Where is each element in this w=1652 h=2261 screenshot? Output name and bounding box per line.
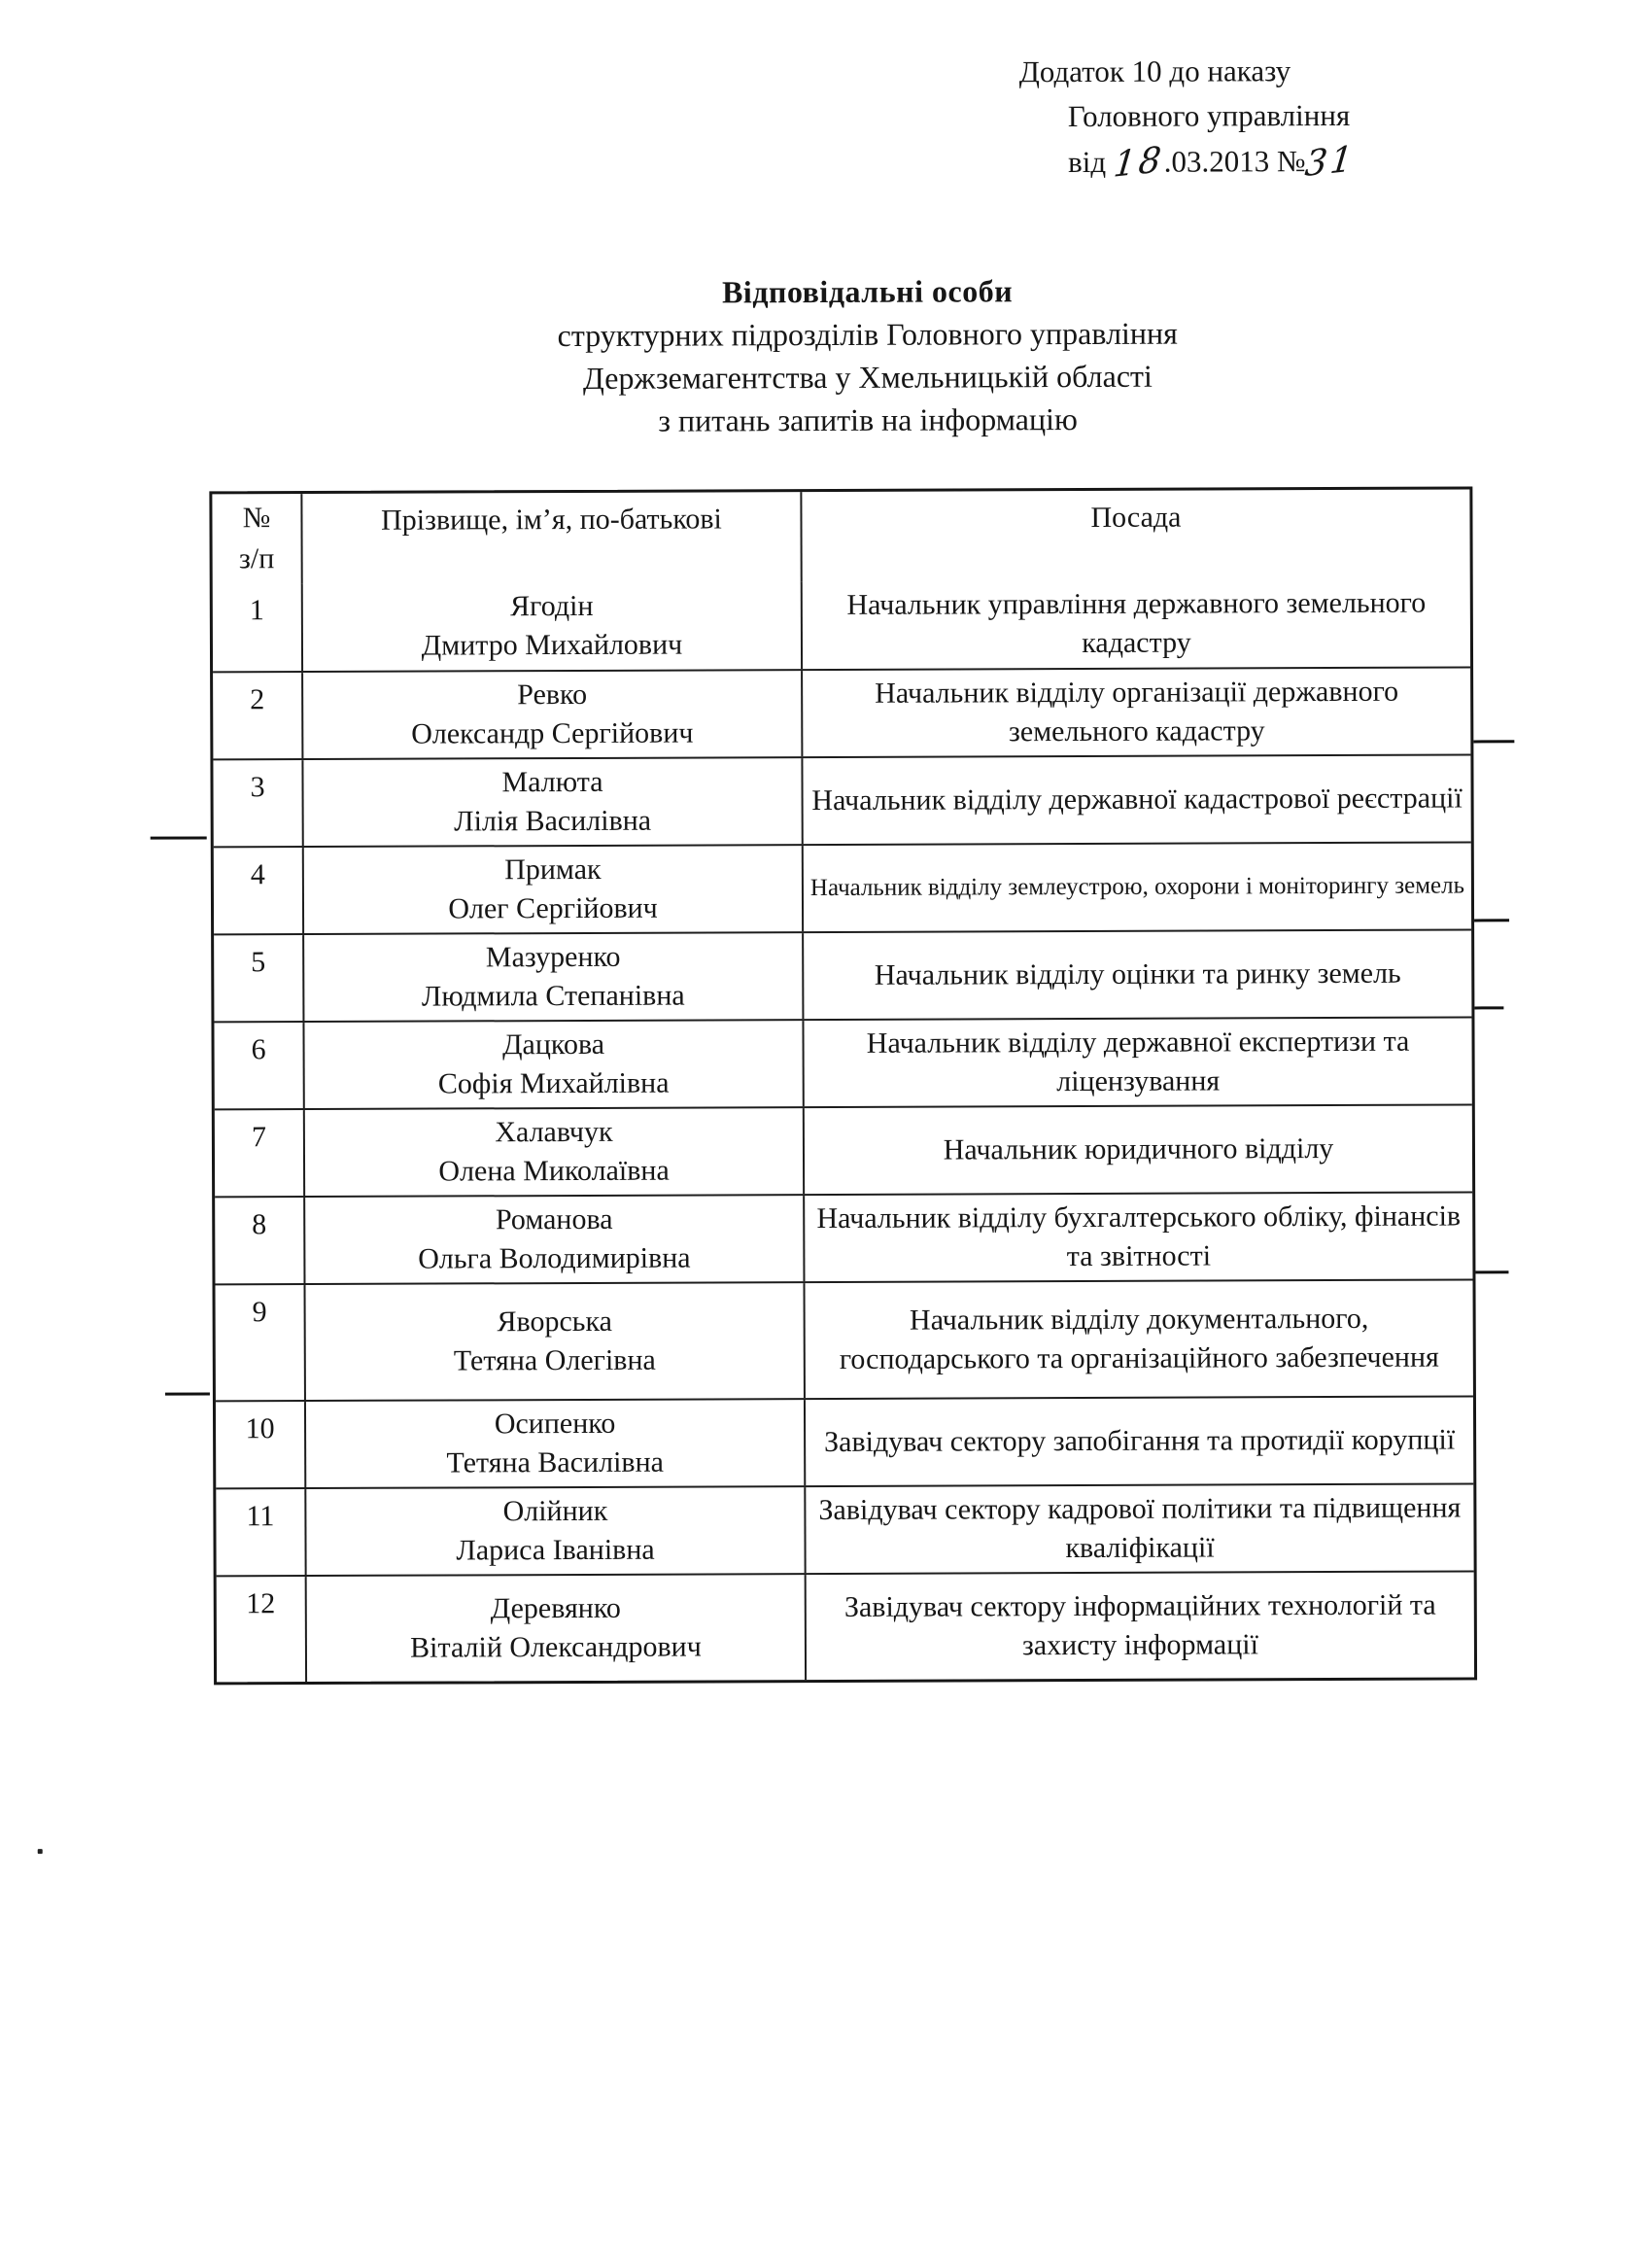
person-surname: Деревянко — [490, 1591, 621, 1625]
person-surname: Примак — [504, 852, 602, 887]
person-given-names: Лариса Іванівна — [456, 1533, 655, 1567]
appendix-line-3 — [1019, 138, 1359, 186]
scan-artifact — [165, 1392, 210, 1395]
date-prefix: від — [1068, 144, 1107, 180]
table-row — [215, 1103, 1472, 1196]
person-position: Начальник відділу землеустрою, охорони і моніторингу земель — [809, 872, 1465, 902]
handwritten-day: 18 — [1111, 139, 1166, 186]
table-row — [214, 1016, 1471, 1108]
row-number: 6 — [214, 1023, 304, 1108]
person-name — [304, 1021, 804, 1108]
row-number: 1 — [213, 583, 303, 671]
table-row — [214, 841, 1471, 933]
header-number-symbol: № — [242, 502, 271, 535]
date-rest: .03.2013 № — [1163, 144, 1306, 179]
person-position: Начальник відділу організації державного земельного кадастру — [875, 675, 1399, 748]
person-surname: Олійник — [502, 1494, 608, 1528]
person-surname: Мазуренко — [485, 940, 621, 974]
person-name — [306, 1400, 806, 1487]
row-number: 2 — [213, 673, 303, 758]
person-surname: Ревко — [517, 678, 588, 712]
title-line-3: Держземагентства у Хмельницькій області — [582, 358, 1153, 396]
person-name — [304, 933, 804, 1021]
appendix-line-1: Додаток 10 до наказу — [1018, 53, 1291, 89]
appendix-header — [1019, 49, 1357, 185]
scan-artifact — [151, 836, 207, 839]
table-body — [213, 578, 1474, 1682]
row-number: 7 — [215, 1110, 305, 1196]
person-surname: Дацкова — [501, 1027, 605, 1061]
person-given-names: Ольга Володимирівна — [418, 1241, 691, 1275]
person-given-names: Віталій Олександрович — [410, 1630, 702, 1664]
row-number: 10 — [216, 1402, 306, 1487]
header-col-name: Прізвище, ім’я, по-батькові — [302, 492, 802, 583]
person-given-names: Софія Михайлівна — [437, 1066, 670, 1100]
person-surname: Осипенко — [494, 1407, 616, 1441]
header-col-position: Посада — [1090, 501, 1182, 534]
person-name — [304, 846, 804, 933]
header-col-number — [212, 494, 302, 583]
person-surname: Яворська — [497, 1304, 612, 1339]
person-given-names: Тетяна Олегівна — [453, 1343, 656, 1377]
table-row — [217, 1570, 1474, 1682]
handwritten-order-number: 31 — [1303, 138, 1359, 186]
person-position: Начальник відділу бухгалтерського обліку, фінансів та звітності — [816, 1200, 1462, 1273]
person-name — [303, 671, 803, 758]
person-name — [303, 581, 803, 671]
table-row — [216, 1482, 1473, 1575]
person-position: Начальник юридичного відділу — [943, 1131, 1334, 1166]
person-given-names: Лілія Василівна — [454, 804, 652, 838]
table-row — [214, 928, 1471, 1021]
person-name — [305, 1283, 805, 1400]
person-name — [303, 758, 803, 846]
scan-artifact — [1474, 919, 1509, 922]
person-name — [306, 1487, 806, 1575]
title-line-1: Відповідальні особи — [721, 273, 1014, 310]
row-number: 11 — [216, 1489, 306, 1575]
table-header-row — [212, 489, 1469, 583]
person-position: Завідувач сектору інформаційних технологій та захисту інформації — [843, 1588, 1436, 1662]
row-number: 12 — [217, 1577, 307, 1682]
person-given-names: Олена Миколаївна — [438, 1154, 670, 1188]
person-position: Начальник відділу документального, господарського та організаційного забезпечення — [839, 1302, 1439, 1375]
person-position: Завідувач сектору запобігання та протидії корупції — [824, 1423, 1456, 1459]
scan-artifact — [1473, 740, 1514, 743]
person-position: Начальник відділу оцінки та ринку земель — [874, 957, 1401, 991]
table-row — [216, 1395, 1473, 1487]
header-number-sub: з/п — [238, 542, 275, 575]
person-given-names: Олег Сергійович — [448, 891, 658, 925]
person-surname: Романова — [495, 1202, 613, 1236]
row-number: 5 — [214, 935, 304, 1021]
row-number: 8 — [215, 1198, 305, 1283]
person-position: Начальник управління державного земельного кадастру — [846, 586, 1427, 659]
table-row — [213, 753, 1470, 846]
scan-artifact — [1474, 1006, 1503, 1009]
person-position: Начальник відділу державної кадастрової реєстрації — [811, 782, 1463, 817]
table-row — [213, 666, 1470, 758]
person-position: Начальник відділу державної експертизи та ліцензування — [866, 1025, 1410, 1098]
person-given-names: Тетяна Василівна — [446, 1445, 664, 1479]
appendix-line-2: Головного управління — [1067, 97, 1351, 134]
scan-dot — [38, 1849, 43, 1854]
person-surname: Ягодін — [510, 589, 594, 623]
person-position: Завідувач сектору кадрової політики та підвищення кваліфікації — [818, 1491, 1462, 1565]
title-line-4: з питань запитів на інформацію — [658, 401, 1078, 438]
table-row — [215, 1278, 1472, 1400]
person-surname: Малюта — [501, 765, 603, 799]
table-row — [215, 1191, 1472, 1283]
person-surname: Халавчук — [495, 1115, 613, 1149]
person-given-names: Людмила Степанівна — [421, 979, 685, 1013]
person-given-names: Дмитро Михайлович — [421, 628, 683, 662]
title-line-2: структурних підрозділів Головного управління — [557, 315, 1178, 354]
responsible-persons-table — [209, 486, 1477, 1685]
person-name — [307, 1575, 807, 1682]
row-number: 4 — [214, 848, 304, 933]
person-name — [305, 1108, 805, 1196]
row-number: 3 — [213, 760, 303, 846]
scan-artifact — [1475, 1270, 1508, 1273]
table-row — [213, 578, 1470, 671]
person-given-names: Олександр Сергійович — [411, 716, 694, 750]
person-name — [305, 1196, 805, 1283]
document-title — [284, 268, 1451, 444]
row-number: 9 — [216, 1285, 306, 1400]
